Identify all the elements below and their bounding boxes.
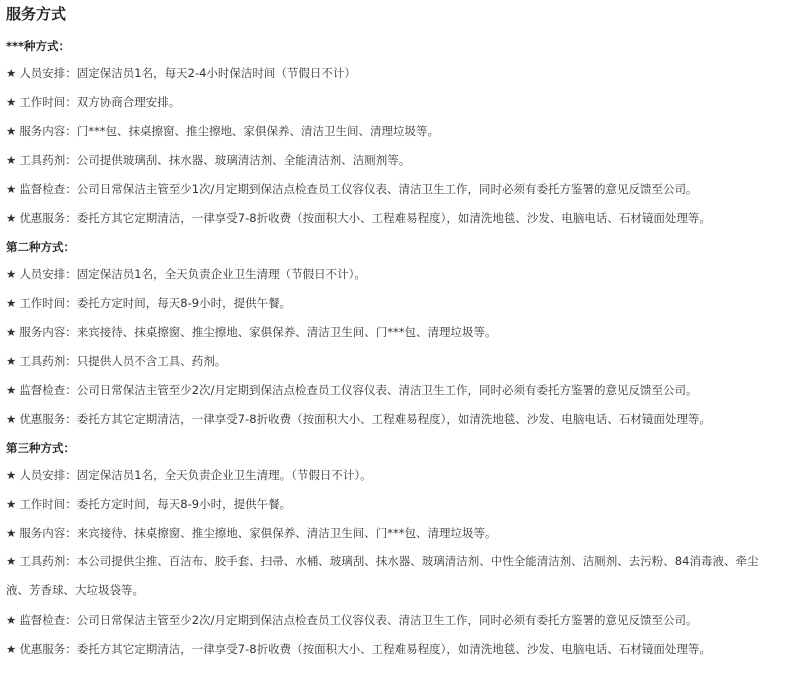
list-item-text: 人员安排：固定保洁员1名，每天2-4小时保洁时间（节假日不计） [19,66,356,80]
list-item [6,641,711,657]
list-item [6,94,180,110]
list-item [6,411,711,427]
list-item [6,324,497,340]
star-icon: ★ [6,95,17,109]
star-icon: ★ [6,66,17,80]
list-item [6,353,226,369]
list-item-text: 服务内容：来宾接待、抹桌擦窗、推尘擦地、家俱保养、清洁卫生间、门***包、清理垃圾等。 [19,325,497,339]
star-icon: ★ [6,153,17,167]
list-item [6,152,410,168]
list-item [6,496,291,512]
star-icon: ★ [6,468,17,482]
list-item [6,65,356,81]
section-heading-3: 第三种方式： [6,441,75,455]
list-item-text: 监督检查：公司日常保洁主管至少2次/月定期到保洁点检查员工仪容仪表、清洁卫生工作，同时必须有委托方鉴署的意见反馈至公司。 [19,613,698,627]
list-item-text: 监督检查：公司日常保洁主管至少2次/月定期到保洁点检查员工仪容仪表、清洁卫生工作，同时必须有委托方鉴署的意见反馈至公司。 [19,383,698,397]
star-icon: ★ [6,554,17,568]
list-item-text: 优惠服务：委托方其它定期清洁，一律享受7-8折收费（按面积大小、工程难易程度），如清洗地毯、沙发、电脑电话、石材镜面处理等。 [19,642,711,656]
list-item-text: 工具药剂：只提供人员不含工具、药剂。 [19,354,227,368]
star-icon: ★ [6,354,17,368]
section-heading-1: ***种方式： [6,39,71,53]
list-item [6,547,781,605]
star-icon: ★ [6,296,17,310]
list-item-text: 优惠服务：委托方其它定期清洁，一律享受7-8折收费（按面积大小、工程难易程度），如清洗地毯、沙发、电脑电话、石材镜面处理等。 [19,211,711,225]
list-item [6,266,366,282]
list-item-text: 工具药剂：本公司提供尘推、百洁布、胶手套、扫帚、水桶、玻璃刮、抹水器、玻璃清洁剂、中性全能清洁剂、洁厕剂、去污粉、84消毒液、牵尘液、芳香球、大垃圾袋等。 [6,554,759,597]
list-item [6,123,439,139]
list-item [6,181,698,197]
list-item [6,295,291,311]
star-icon: ★ [6,124,17,138]
star-icon: ★ [6,182,17,196]
star-icon: ★ [6,211,17,225]
star-icon: ★ [6,267,17,281]
star-icon: ★ [6,526,17,540]
star-icon: ★ [6,497,17,511]
section-heading-2: 第二种方式： [6,240,75,254]
list-item [6,525,497,541]
list-item [6,612,698,628]
list-item [6,210,711,226]
list-item [6,382,698,398]
list-item-text: 服务内容：门***包、抹桌擦窗、推尘擦地、家俱保养、清洁卫生间、清理垃圾等。 [19,124,440,138]
list-item-text: 工具药剂：公司提供玻璃刮、抹水器、玻璃清洁剂、全能清洁剂、洁厕剂等。 [19,153,411,167]
list-item-text: 工作时间：双方协商合理安排。 [19,95,181,109]
list-item-text: 人员安排：固定保洁员1名，全天负责企业卫生清理。（节假日不计）。 [19,468,372,482]
list-item-text: 服务内容：来宾接待、抹桌擦窗、推尘擦地、家俱保养、清洁卫生间、门***包、清理垃圾等。 [19,526,497,540]
list-item-text: 工作时间：委托方定时间，每天8-9小时，提供午餐。 [19,497,292,511]
star-icon: ★ [6,383,17,397]
page-title: 服务方式 [6,5,67,23]
list-item-text: 优惠服务：委托方其它定期清洁，一律享受7-8折收费（按面积大小、工程难易程度），如清洗地毯、沙发、电脑电话、石材镜面处理等。 [19,412,711,426]
list-item-text: 人员安排：固定保洁员1名，全天负责企业卫生清理（节假日不计）。 [19,267,366,281]
star-icon: ★ [6,642,17,656]
list-item [6,467,372,483]
star-icon: ★ [6,325,17,339]
list-item-text: 监督检查：公司日常保洁主管至少1次/月定期到保洁点检查员工仪容仪表、清洁卫生工作，同时必须有委托方鉴署的意见反馈至公司。 [19,182,698,196]
star-icon: ★ [6,613,17,627]
star-icon: ★ [6,412,17,426]
list-item-text: 工作时间：委托方定时间，每天8-9小时，提供午餐。 [19,296,292,310]
